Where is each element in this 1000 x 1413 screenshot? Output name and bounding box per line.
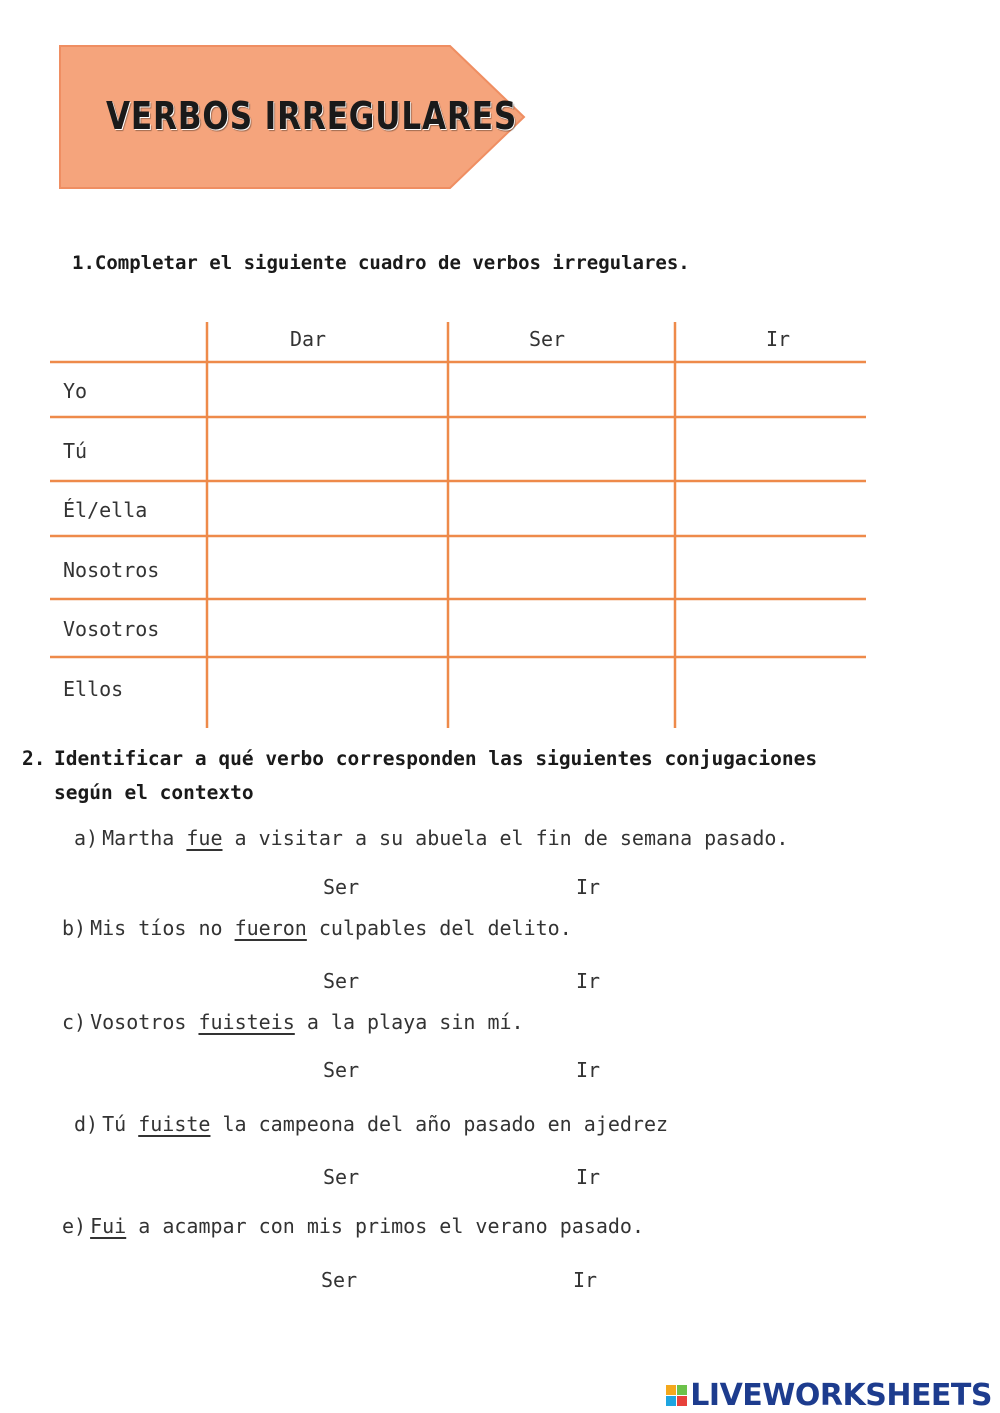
item-b-option-ser[interactable]: Ser <box>323 969 360 993</box>
question-1: 1.Completar el siguiente cuadro de verbos irregulares. <box>72 252 690 274</box>
row-label-el-ella: Él/ella <box>63 498 148 522</box>
item-d-option-ir[interactable]: Ir <box>576 1165 601 1189</box>
item-a-verb: fue <box>186 826 223 850</box>
item-d-option-ser[interactable]: Ser <box>323 1165 360 1189</box>
item-c-verb: fuisteis <box>198 1010 295 1034</box>
row-label-tu: Tú <box>63 439 88 463</box>
question-2-line2: según el contexto <box>54 781 254 804</box>
page-title: VERBOS IRREGULARES <box>106 94 518 138</box>
column-header-ir: Ir <box>765 327 791 351</box>
liveworksheets-logo[interactable] <box>666 1378 992 1413</box>
item-e-verb: Fui <box>90 1214 127 1238</box>
row-label-vosotros: Vosotros <box>63 617 160 641</box>
item-c-option-ir[interactable]: Ir <box>576 1058 601 1082</box>
row-label-yo: Yo <box>63 379 88 403</box>
item-d-verb: fuiste <box>138 1112 211 1136</box>
item-c-sentence: c) Vosotros fuisteis a la playa sin mí. <box>62 1010 524 1034</box>
item-a-option-ir[interactable]: Ir <box>576 875 601 899</box>
column-header-dar: Dar <box>289 327 327 351</box>
item-e-option-ser[interactable]: Ser <box>321 1268 358 1292</box>
liveworksheets-logo-icon <box>666 1385 687 1406</box>
question-2-line1: Identificar a qué verbo corresponden las siguientes conjugaciones <box>54 747 818 770</box>
item-b-sentence: b) Mis tíos no fueron culpables del delito. <box>62 916 572 940</box>
item-e-sentence: e) Fui a acampar con mis primos el verano pasado. <box>62 1214 644 1238</box>
row-label-ellos: Ellos <box>63 677 124 701</box>
logo-text: LIVEWORKSHEETS <box>690 1378 992 1413</box>
item-e-option-ir[interactable]: Ir <box>573 1268 598 1292</box>
row-label-nosotros: Nosotros <box>63 558 160 582</box>
question-2-number: 2. <box>22 747 46 770</box>
item-b-verb: fueron <box>234 916 307 940</box>
item-b-option-ir[interactable]: Ir <box>576 969 601 993</box>
item-d-sentence: d) Tú fuiste la campeona del año pasado en ajedrez <box>74 1112 669 1136</box>
item-c-option-ser[interactable]: Ser <box>323 1058 360 1082</box>
question-2 <box>22 742 982 810</box>
column-header-ser: Ser <box>528 327 566 351</box>
item-a-sentence: a) Martha fue a visitar a su abuela el fin de semana pasado. <box>74 826 789 850</box>
item-a-option-ser[interactable]: Ser <box>323 875 360 899</box>
